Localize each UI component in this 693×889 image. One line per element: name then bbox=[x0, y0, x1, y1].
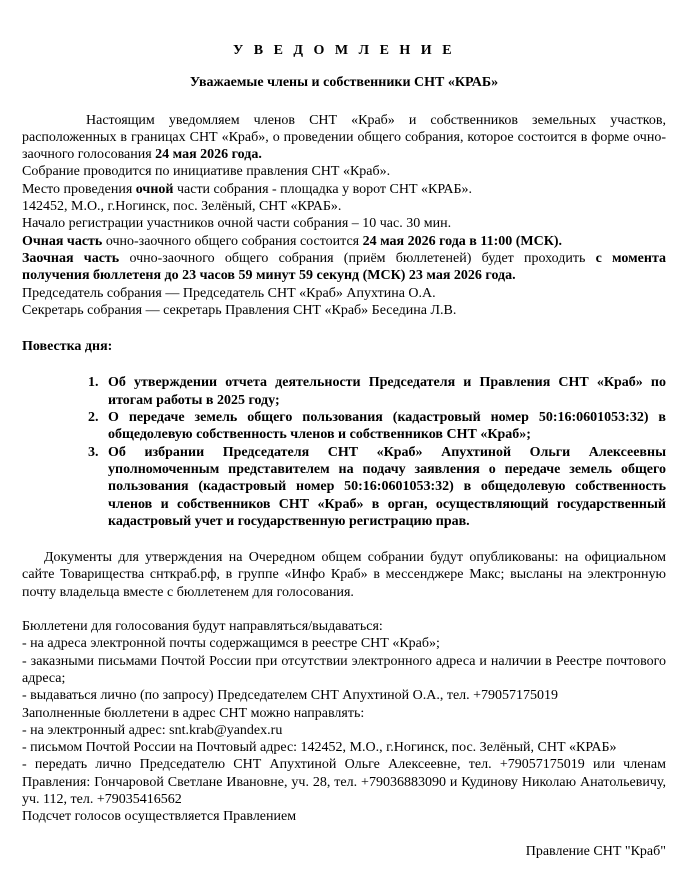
counting-line: Подсчет голосов осуществляется Правлением bbox=[22, 809, 297, 825]
in-person-line bbox=[22, 233, 666, 250]
registration-line: Начало регистрации участников очной части собрания – 10 час. 30 мин. bbox=[22, 216, 452, 232]
ballots-item: - выдаваться лично (по запросу) Председателем СНТ Апухтиной О.А., тел. +79057175019 bbox=[22, 688, 559, 704]
absentee-paragraph bbox=[22, 250, 666, 285]
return-item: - на электронный адрес: snt.krab@yandex.ru bbox=[22, 722, 283, 738]
greeting: Уважаемые члены и собственники СНТ «КРАБ» bbox=[189, 75, 499, 91]
return-item: - письмом Почтой России на Почтовый адрес: 142452, М.О., г.Ногинск, пос. Зелёный, СНТ «КРАБ» bbox=[22, 740, 617, 756]
intro-text: Настоящим уведомляем членов СНТ «Краб» и собственников земельных участков, расположенных в границах СНТ «Краб», о проведении общего собрания, которое состоится в форме очно-заочного голосования bbox=[22, 112, 666, 163]
agenda-item-text: Об утверждении отчета деятельности Председателя и Правления СНТ «Краб» по итогам работы в 2025 году; bbox=[108, 375, 666, 408]
spacer bbox=[22, 601, 666, 618]
initiator-line: Собрание проводится по инициативе правления СНТ «Краб». bbox=[22, 164, 391, 180]
in-person-mid: очно-заочного общего собрания состоится bbox=[102, 233, 363, 249]
agenda-item-number: 1. bbox=[88, 375, 99, 391]
agenda-title: Повестка дня: bbox=[22, 339, 113, 355]
ballots-item: - на адреса электронной почты содержащимся в реестре СНТ «Краб»; bbox=[22, 636, 440, 652]
ballots-item: - заказными письмами Почтой России при отсутствии электронного адреса и наличии в Реестре почтового адреса; bbox=[22, 653, 666, 686]
address-line: 142452, М.О., г.Ногинск, пос. Зелёный, СНТ «КРАБ». bbox=[22, 199, 342, 215]
absentee-mid: очно-заочного общего собрания (приём бюллетеней) будет проходить bbox=[119, 250, 596, 266]
place-line bbox=[22, 181, 666, 198]
return-item: - передать лично Председателю СНТ Апухтиной Ольге Алексеевне, тел. +79057175019 или членам Правления: Гончаровой Светлане Ивановне, уч. 28, тел. +79036883090 и Кудинову Николаю Анатольевичу, уч. 112, тел. +79035416562 bbox=[22, 757, 666, 807]
ballots-title: Бюллетени для голосования будут направляться/выдаваться: bbox=[22, 619, 383, 635]
agenda-item bbox=[88, 444, 666, 530]
place-bold: очной bbox=[135, 181, 174, 197]
agenda-list bbox=[22, 374, 666, 530]
agenda-item-text: Об избрании Председателя СНТ «Краб» Апухтиной Ольги Алексеевны уполномоченным представителем на подачу заявления о передаче земель общего пользования (кадастровый номер 50:16:0601053:32) в общедолевую собственность членов и собственников СНТ «Краб» в орган, осуществляющий государственный кадастровый учет и государственную регистрацию прав. bbox=[108, 444, 666, 529]
intro-paragraph bbox=[22, 112, 666, 164]
place-pre: Место проведения bbox=[22, 181, 136, 197]
return-title: Заполненные бюллетени в адрес СНТ можно направлять: bbox=[22, 705, 365, 721]
chairman-line: Председатель собрания — Председатель СНТ «Краб» Апухтина О.А. bbox=[22, 285, 436, 301]
place-post: части собрания - площадка у ворот СНТ «КРАБ». bbox=[173, 181, 473, 197]
absentee-label: Заочная часть bbox=[22, 250, 120, 266]
documents-paragraph: Документы для утверждения на Очередном общем собрании будут опубликованы: на официальном сайте Товарищества снткраб.рф, в группе «Инфо Краб» в мессенджере Макс; высланы на электронную почту владельца вместе с бюллетенем для голосования. bbox=[22, 550, 666, 600]
intro-date: 24 мая 2026 года. bbox=[155, 147, 262, 163]
agenda-item bbox=[88, 374, 666, 409]
signature: Правление СНТ "Краб" bbox=[525, 843, 666, 859]
agenda-item-number: 2. bbox=[88, 410, 99, 426]
agenda-item bbox=[88, 409, 666, 444]
in-person-label: Очная часть bbox=[22, 233, 103, 249]
notice-title: У В Е Д О М Л Е Н И Е bbox=[232, 43, 456, 58]
secretary-line: Секретарь собрания — секретарь Правления СНТ «Краб» Беседина Л.В. bbox=[22, 302, 457, 318]
absentee-deadline: с момента получения бюллетеня до 23 часов 59 минут 59 секунд (МСК) 23 мая 2026 года. bbox=[22, 250, 666, 284]
agenda-item-number: 3. bbox=[88, 444, 99, 460]
in-person-date: 24 мая 2026 года в 11:00 (МСК). bbox=[362, 233, 563, 249]
agenda-item-text: О передаче земель общего пользования (кадастровый номер 50:16:0601053:32) в общедолевую собственность членов и собственников СНТ «Краб»; bbox=[108, 410, 666, 443]
